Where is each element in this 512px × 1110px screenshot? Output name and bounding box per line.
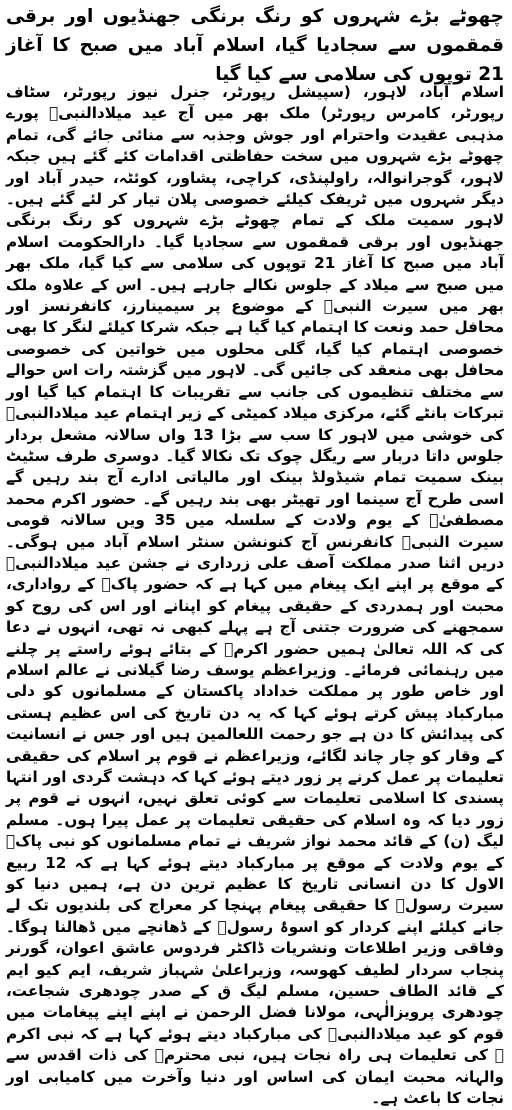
article-headline: چھوٹے بڑے شہروں کو رنگ برنگی جھنڈیوں اور برقی قمقموں سے سجادیا گیا، اسلام آباد میں صبح کا آغاز 21 توپوں کی سلامی سے کیا گیا	[6, 6, 504, 85]
article-body: اسلام آباد، لاہور، (سپیشل رپورٹر، جنرل نیوز رپورٹر، سٹاف رپورٹر، کامرس رپورٹر) ملک بھر میں آج عید میلادالنبیؐ پورے مذہبی عقیدت واحترام اور جوش وجذبہ سے منائی جائے گی، تمام چھوٹے بڑے شہروں میں سخت حفاظتی اقدامات کئے گئے ہیں جبکہ لاہور، گوجرانوالہ، راولپنڈی، کراچی، پشاور، کوئٹہ، حیدر آباد اور دیگر شہروں میں ٹریفک کیلئے خصوصی پلان تیار کر لئے گئے ہیں۔ لاہور سمیت ملک کے تمام چھوٹے بڑے شہروں کو رنگ برنگی جھنڈیوں اور برقی قمقموں سے سجادیا گیا۔ دارالحکومت اسلام آباد میں صبح کا آغاز 21 توپوں کی سلامی سے کیا گیا، ملک بھر میں صبح سے میلاد کے جلوس نکالے جارہے ہیں۔ اس کے علاوہ ملک بھر میں سیرت النبیؐ کے موضوع پر سیمینارز، کانفرنسز اور محافل حمد ونعت کا اہتمام کیا گیا ہے جبکہ شرکا کیلئے لنگر کا بھی خصوصی اہتمام کیا گیا، گلی محلوں میں خواتین کی خصوصی محافل بھی منعقد کی جائیں گی۔ لاہور میں گزشتہ رات اس حوالے سے مختلف تنظیموں کی جانب سے تقریبات کا اہتمام کیا گیا اور تبرکات بانٹے گئے، مرکزی میلاد کمیٹی کے زیر اہتمام عید میلادالنبیؐ کی خوشی میں لاہور کا سب سے بڑا 13 واں سالانہ مشعل بردار جلوس داتا دربار سے ریگل چوک تک نکالا گیا۔ دوسری طرف سٹیٹ بینک سمیت تمام شیڈولڈ بینک اور مالیاتی ادارے آج بند رہیں گے اسی طرح آج سینما اور تھیٹر بھی بند رہیں گے۔ حضور اکرم محمد مصطفیٰؐ کے یوم ولادت کے سلسلہ میں 35 ویں سالانہ قومی سیرت النبیؐ کانفرنس آج کنونشن سنٹر اسلام آباد میں ہوگی۔ دریں اثنا صدر مملکت آصف علی زرداری نے جشن عید میلادالنبیؐ کے موقع پر اپنے ایک پیغام میں کہا ہے کہ حضور پاکؐ کے رواداری، محبت اور ہمدردی کے حقیقی پیغام کو اپنانے اور اس کی روح کو سمجھنے کی ضرورت جتنی آج ہے پہلے کبھی نہ تھی، انہوں نے دعا کی کہ اللہ تعالیٰ ہمیں حضور اکرمؐ کے بتائے ہوئے راستے پر چلنے میں رہنمائی فرمائے۔ وزیراعظم یوسف رضا گیلانی نے عالم اسلام اور خاص طور پر مملکت خداداد پاکستان کے مسلمانوں کو دلی مبارکباد پیش کرتے ہوئے کہا کہ یہ دن تاریخ کی اس عظیم ہستی کی پیدائش کا دن ہے جو رحمت اللعالمین ہیں اور جس نے انسانیت کے وقار کو چار چاند لگائے، وزیراعظم نے قوم پر اسلام کی حقیقی تعلیمات پر عمل کرنے پر زور دیتے ہوئے کہا کہ دہشت گردی اور انتہا پسندی کا اسلامی تعلیمات سے کوئی تعلق نہیں، انہوں نے قوم پر زور دیا کہ وہ اسلام کی حقیقی تعلیمات پر عمل پیرا ہوں۔ مسلم لیگ (ن) کے قائد محمد نواز شریف نے تمام مسلمانوں کو نبی پاکؐ کے یوم ولادت کے موقع پر مبارکباد دیتے ہوئے کہا ہے کہ 12 ربیع الاول کا دن انسانی تاریخ کا عظیم ترین دن ہے، ہمیں دنیا کو سیرت رسولؐ کا حقیقی پیغام پہنچا کر معراج کی بلندیوں تک لے جانے کیلئے اپنے کردار کو اسوۂ رسولؐ کے ڈھانچے میں ڈھالنا ہوگا۔ وفاقی وزیر اطلاعات ونشریات ڈاکٹر فردوس عاشق اعوان، گورنر پنجاب سردار لطیف کھوسہ، وزیراعلیٰ شہباز شریف، ایم کیو ایم کے قائد الطاف حسین، مسلم لیگ ق کے صدر چودھری شجاعت، چودھری پرویزالٰہی، مولانا فضل الرحمن نے اپنے اپنے پیغامات میں قوم کو عید میلادالنبیؐ کی مبارکباد دیتے ہوئے کہا ہے کہ نبی اکرم ﷺ کی تعلیمات ہی راہ نجات ہیں، نبی محترمؐ کی ذات اقدس سے والہانہ محبت ایمان کی اساس اور دنیا وآخرت میں کامیابی اور نجات کا باعث ہے۔	[6, 83, 505, 1108]
